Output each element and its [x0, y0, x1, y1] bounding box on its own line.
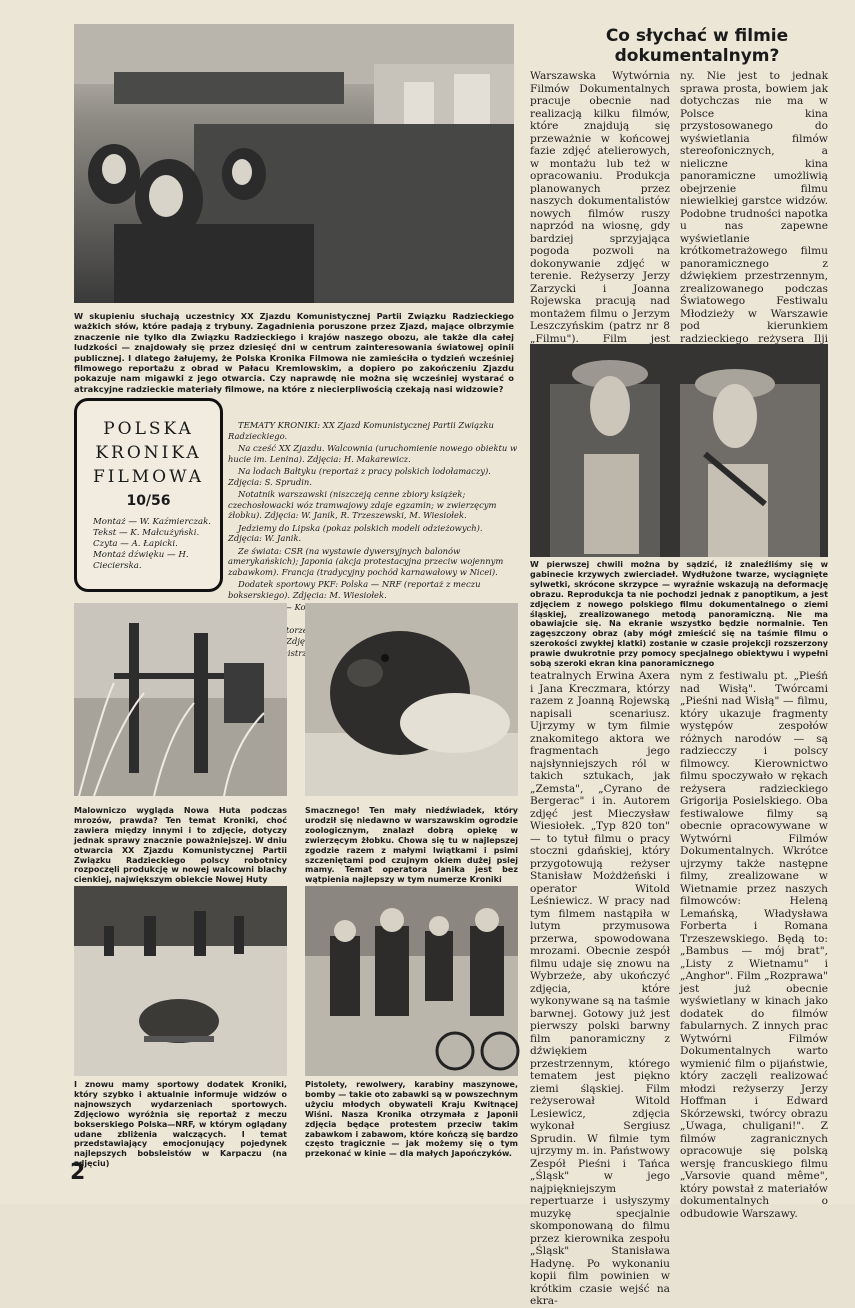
article-col-3: teatralnych Erwina Axera i Jana Kreczmara, którzy razem z Joanną Rojewską napisali scenariusz. Ujrzymy w tym filmie znakomitego aktora we fragmentach jego najsłynniejszych ról w takich sztukach, jak „Zemsta", „Cyrano de Bergerac" i in. Autorem zdjęć jest Mieczysław Wiesiołek. „Typ 820 ton" — to tytuł filmu o pracy stoczni gdańskiej, który przygotowują reżyser Stanisław Możdżeński i operator Witold Leśniewicz. W pracy nad tym filmem nastąpiła w lutym przymusowa przerwa, spowodowana mrozami. Obecnie zespół filmu udaje się znowu na Wybrzeże, aby ukończyć zdjęcia, które wykonywane są na taśmie barwnej. Gotowy już jest pierwszy polski barwny film panoramiczny z dźwiękiem przestrzennym, którego tematem jest piękno ziemi śląskiej. Film reżyserował Witold Lesiewicz, zdjęcia wykonał Sergiusz Sprudin. W filmie tym ujrzymy m. in. Państwowy Zespół Pieśni i Tańca „Śląsk" w jego najpiękniejszym repertuarze i usłyszymy muzykę specjalnie skomponowaną do filmu przez kierownika zespołu „Śląsk" Stanisława Hadynę. Po wykonaniu kopii film powinien w krótkim czasie wejść na ekra-	[530, 670, 670, 1307]
topic-item: —	[283, 602, 292, 612]
bobsled-illustration	[74, 886, 287, 1076]
japanese-children-illustration	[305, 886, 518, 1076]
topic-item: TEMATY KRONIKI: XX Zjazd Komunistycznej Partii Związku Radzieckiego.	[228, 420, 494, 441]
congress-hall-photo	[74, 24, 514, 303]
japanese-children-photo	[305, 886, 518, 1076]
nowa-huta-illustration	[74, 603, 287, 796]
folk-musicians-photo	[530, 344, 828, 557]
article-col-2: ny. Nie jest to jednak sprawa prosta, bowiem jak dotychczas nie ma w Polsce kina przystosowanego do wyświetlania filmów stereofonicznych, a nieliczne kina panoramiczne umożliwią obejrzenie filmu niewielkiej garstce widzów. Podobne trudności napotka u nas zapewne wyświetlanie krótkometrażowego filmu panoramicznego z dźwiękiem przestrzennym, zrealizowanego podczas Światowego Festiwalu Młodzieży w Warszawie pod kierunkiem radzieckiego reżysera Ilji	[680, 70, 828, 345]
kronika-name-line3: FILMOWA	[92, 467, 205, 487]
congress-caption: W skupieniu słuchają uczestnicy XX Zjazdu Komunistycznej Partii Związku Radzieckiego ważkich słów, które padają z trybuny. Zagadnienia poruszone przez Zjazd, mające olbrzymie znaczenie nie tylko dla Związku Radzieckiego i krajów naszego obozu, ale także dla całej ludzkości — znajdowały się przez dziesięć dni w centrum zainteresowania światowej opinii publicznej. I dlatego żałujemy, że Polska Kronika Filmowa nie zamieściła o tydzień wcześniej filmowego reportażu z obrad w Pałacu Kremlowskim, a dopiero po zakończeniu Zjazdu pokazuje nam migawki z jego otwarcia. Czy naprawdę nie można się wcześniej wystarać o atrakcyjne radzieckie materiały filmowe, na które z niecierpliwością czekają nasi widzowie?	[74, 311, 514, 394]
topic-item: Ze świata: CSR (na wystawie dywersyjnych balonów amerykańskich); Japonia (akcja protestacyjna przeciw wojennym zabawkom). Francja (tradycyjny pochód karnawałowy w Nicei).	[228, 545, 504, 577]
nowa-huta-frost-photo	[74, 603, 287, 796]
folk-musicians-illustration	[530, 344, 828, 557]
topic-item: torze Zdjęcia:	[285, 625, 321, 646]
article-title: Co słychać w filmie dokumentalnym?	[605, 26, 789, 66]
topic-item: Jedziemy do Lipska (pokaz polskich modeli odzieżowych). Zdjęcia: W. Janik.	[228, 522, 483, 543]
article-col-1: Warszawska Wytwórnia Filmów Dokumentalnych pracuje obecnie nad realizacją kilku filmów, które znajdują się przeważnie w końcowej fazie zdjęć atelierowych, w montażu lub też w opracowaniu. Produkcja planowanych przez naszych dokumentalistów nowych filmów ruszy naprzód na wiosnę, gdy bardziej sprzyjająca pogoda pozwoli na dokonywanie zdjęć w terenie. Reżyserzy Jerzy Zarzycki i Joanna Rojewska pracują nad montażem filmu o Jerzym Leszczyńskim (patrz nr 8 „Filmu"). Film jest	[530, 70, 670, 345]
topic-item: Notatnik warszawski (niszczeją cenne zbiory książek; czechosłowacki wóz tramwajowy zdaje egzamin; w zwierzęcym żłobku). Zdjęcia: W. Janik, R. Trzeszewski, M. Wiesiołek.	[228, 489, 497, 520]
bear-caption: Smacznego! Ten mały niedźwiadek, który urodził się niedawno w warszawskim ogrodzie zoologicznym, znalazł dobrą opiekę w zwierzęcym żłobku. Chowa się tu w najlepszej zgodzie razem z małymi lwiątkami i psimi szczeniętami pod czujnym okiem dużej psiej mamy. Temat operatora Janika jest bez wątpienia najlepszy w tym numerze Kroniki	[305, 806, 518, 885]
kronika-credits: Montaż — W. Kaźmierczak. Tekst — K. Małcużyński. Czyta — A. Łapicki. Montaż dźwięku — H. Ciecierska.	[93, 517, 212, 571]
bear-cub-illustration	[305, 603, 518, 796]
congress-hall-illustration	[74, 24, 514, 303]
kronika-issue: 10/56	[126, 493, 171, 509]
topic-item: Dodatek sportowy PKF: Polska — NRF (reportaż z meczu bokserskiego). Zdjęcia: M. Wiesiołek.	[228, 579, 481, 600]
kronika-name-line1: POLSKA	[103, 419, 194, 439]
topic-item: Na lodach Bałtyku (reportaż z pracy polskich lodołamaczy). Zdjęcia: S. Sprudin.	[228, 466, 491, 487]
musicians-caption: W pierwszej chwili można by sądzić, iż znaleźliśmy się w gabinecie krzywych zwierciadeł. Wydłużone twarze, wyciągnięte sylwetki, skrócone skrzypce — wyraźnie wskazują na deformację obrazu. Reprodukcja ta nie pochodzi jednak z panoptikum, a jest zdjęciem z nowego polskiego filmu dokumentalnego o ziemi śląskiej, zrealizowanego metodą panoramiczną. Nie ma obawiajcie się. Na ekranie wszystko będzie normalnie. Ten zagęszczony obraz (aby mógł zmieścić się na taśmie filmu o szerokości zwykłej klatki) zostanie w czasie projekcji rozszerzony prawie dwukrotnie przy pomocy specjalnego obiektywu i wypełni sobą szeroki ekran kina panoramicznego	[530, 560, 828, 669]
huta-caption: Malowniczo wygląda Nowa Huta podczas mrozów, prawda? Ten temat Kroniki, choć zawiera między innymi i to zdjęcie, dotyczy jednak sprawy znacznie poważniejszej. W dniu otwarcia XX Zjazdu Komunistycznej Partii Związku Radzieckiego polscy robotnicy rozpoczęli produkcję w nowej walcowni blachy cienkiej, największym obiekcie Nowej Huty	[74, 806, 287, 885]
bobsled-caption: I znowu mamy sportowy dodatek Kroniki, który szybko i aktualnie informuje widzów o najnowszych wydarzeniach sportowych. Zdjęciowo wyróżnia się reportaż z meczu bokserskiego Polska—NRF, w którym oglądany udane zbliżenia walczących. I temat przedstawiający emocjonujący pojedynek najlepszych bobsleistów w Karpaczu (na zdjęciu)	[74, 1080, 287, 1169]
article-col-4: nym z festiwalu pt. „Pieśń nad Wisłą". Twórcami „Pieśni nad Wisłą" — filmu, który ukazuje fragmenty występów zespołów różnych narodów — są radziecczy i polscy filmowcy. Kierownictwo filmu spoczywało w rękach reżysera radzieckiego Grigorija Posielskiego. Oba festiwalowe filmy są obecnie opracowywane w Wytwórni Filmów Dokumentalnych. Wkrótce ujrzymy także następne filmy, zrealizowane w Wietnamie przez naszych filmowców: Heleną Lemańską, Władysława Forberta i Romana Trzeszewskiego. Będą to: „Bambus — mój brat", „Listy z Wietnamu" i „Anghor". Film „Rozprawa" jest już obecnie wyświetlany w kinach jako dodatek do filmów fabularnych. Z innych prac Wytwórni Filmów Dokumentalnych warto wymienić film o pijaństwie, który zaczęli realizować młodzi reżyserzy Jerzy Hoffman i Edward Skórzewski, twórcy obrazu „Uwaga, chuligani!". Z filmów zagranicznych opracowuje się polską wersję francuskiego filmu „Varsovie quand même", który powstał z materiałów dokumentalnych o odbudowie Warszawy.	[680, 670, 828, 1220]
page-number: 2	[70, 1160, 86, 1185]
kronika-name	[77, 417, 220, 489]
bobsled-photo	[74, 886, 287, 1076]
topic-item: Na cześć XX Zjazdu. Walcownia (uruchomienie nowego obiektu w hucie im. Lenina). Zdjęcia: H. Makarewicz.	[228, 443, 518, 464]
japan-caption: Pistolety, rewolwery, karabiny maszynowe, bomby — takie oto zabawki są w powszechnym użyciu młodych obywateli Kraju Kwitnącej Wiśni. Nasza Kronika otrzymała z Japonii zdjęcia będące protestem przeciw takim zabawkom i zabawom, które kończą się bardzo często tragicznie — jak możemy się o tym przekonać w kinie — dla małych Japończyków.	[305, 1080, 518, 1159]
kronika-box	[74, 398, 223, 592]
kronika-name-line2: KRONIKA	[95, 443, 202, 463]
bear-cub-photo	[305, 603, 518, 796]
